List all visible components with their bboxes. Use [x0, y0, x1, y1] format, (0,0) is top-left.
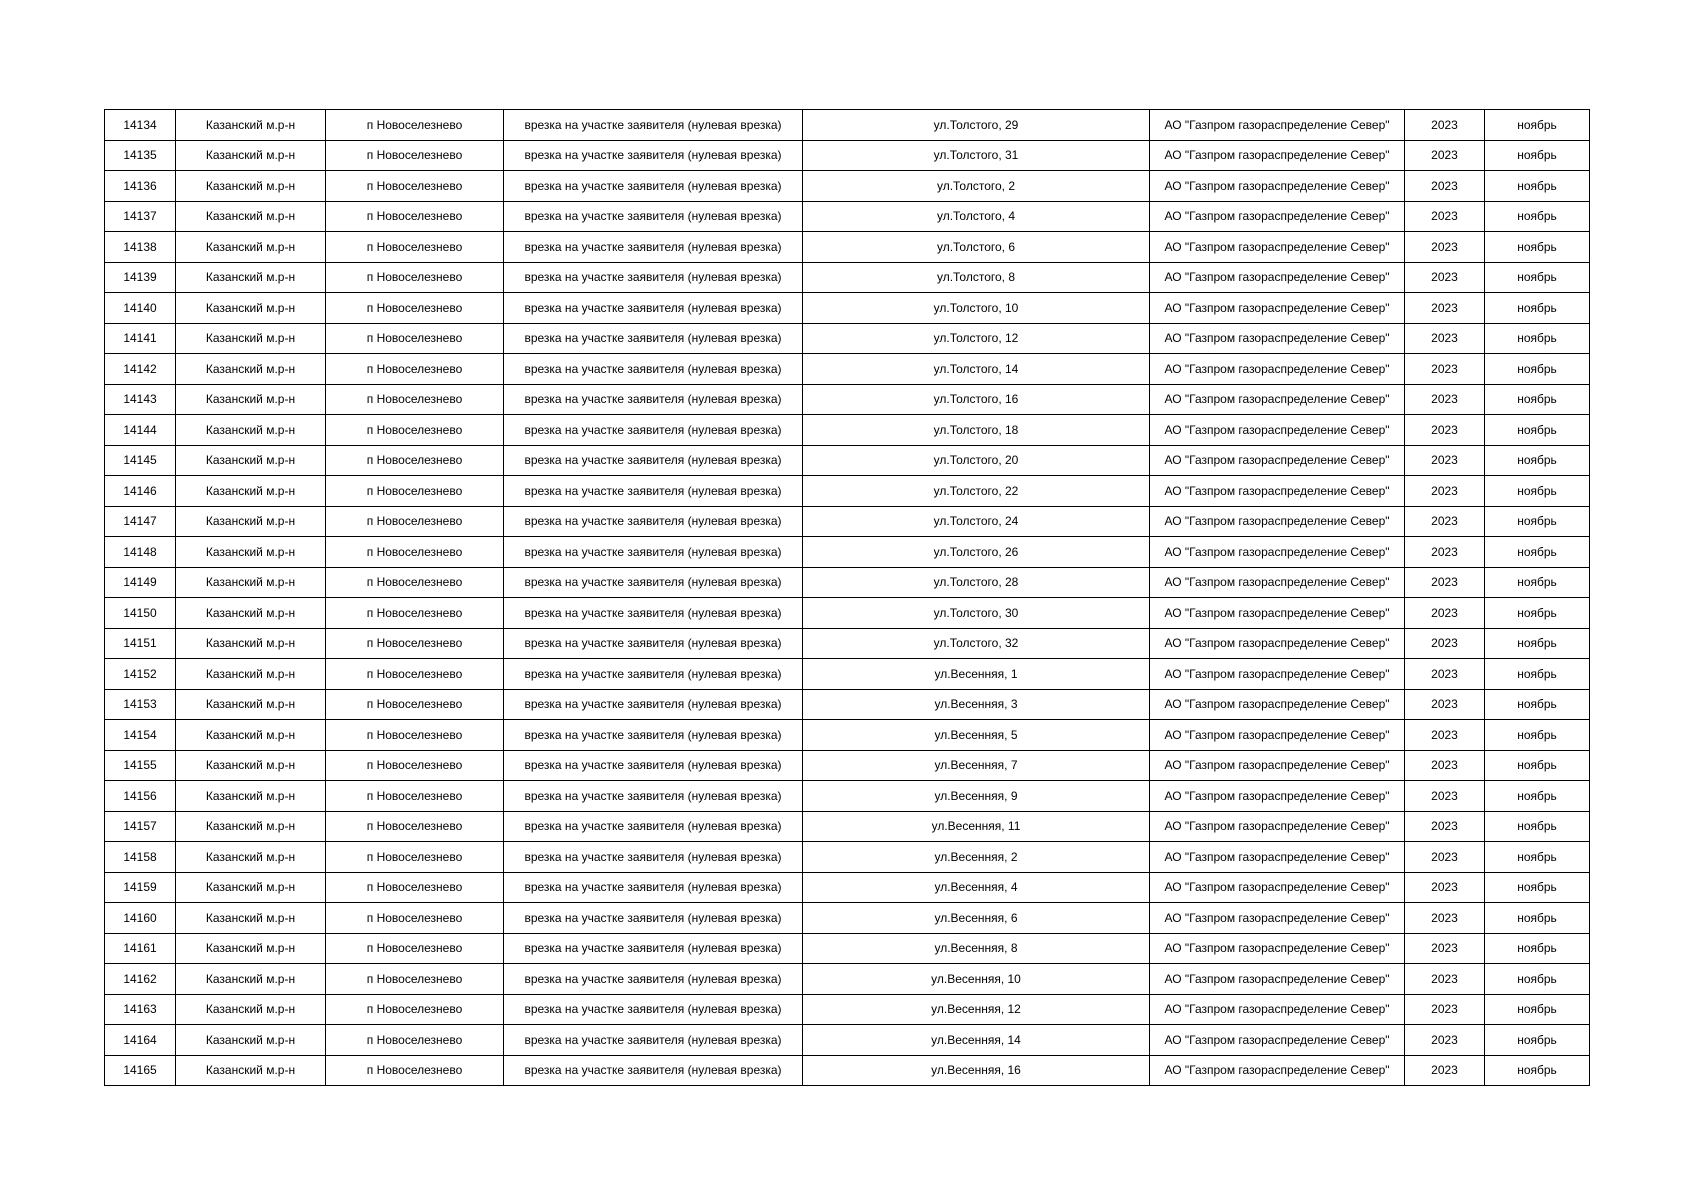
connection-type-cell: врезка на участке заявителя (нулевая врезка): [504, 262, 803, 293]
settlement-cell: п Новоселезнево: [326, 1055, 504, 1086]
year-cell: 2023: [1405, 201, 1485, 232]
row-number-cell: 14161: [105, 933, 176, 964]
organization-cell: АО "Газпром газораспределение Север": [1150, 903, 1405, 934]
address-cell: ул.Весенняя, 7: [803, 750, 1150, 781]
year-cell: 2023: [1405, 903, 1485, 934]
row-number-cell: 14140: [105, 293, 176, 324]
table-row: [105, 628, 1590, 659]
month-cell: ноябрь: [1485, 933, 1590, 964]
month-cell: ноябрь: [1485, 445, 1590, 476]
table-row: [105, 964, 1590, 995]
district-cell: Казанский м.р-н: [176, 781, 326, 812]
table-row: [105, 110, 1590, 141]
month-cell: ноябрь: [1485, 567, 1590, 598]
year-cell: 2023: [1405, 933, 1485, 964]
month-cell: ноябрь: [1485, 415, 1590, 446]
year-cell: 2023: [1405, 628, 1485, 659]
organization-cell: АО "Газпром газораспределение Север": [1150, 781, 1405, 812]
settlement-cell: п Новоселезнево: [326, 720, 504, 751]
table-row: [105, 689, 1590, 720]
month-cell: ноябрь: [1485, 1025, 1590, 1056]
address-cell: ул.Весенняя, 10: [803, 964, 1150, 995]
connection-type-cell: врезка на участке заявителя (нулевая врезка): [504, 781, 803, 812]
row-number-cell: 14151: [105, 628, 176, 659]
row-number-cell: 14137: [105, 201, 176, 232]
district-cell: Казанский м.р-н: [176, 1025, 326, 1056]
table-row: [105, 598, 1590, 629]
district-cell: Казанский м.р-н: [176, 811, 326, 842]
address-cell: ул.Весенняя, 4: [803, 872, 1150, 903]
district-cell: Казанский м.р-н: [176, 750, 326, 781]
settlement-cell: п Новоселезнево: [326, 872, 504, 903]
month-cell: ноябрь: [1485, 201, 1590, 232]
settlement-cell: п Новоселезнево: [326, 781, 504, 812]
month-cell: ноябрь: [1485, 232, 1590, 263]
row-number-cell: 14142: [105, 354, 176, 385]
data-table: [104, 109, 1590, 1086]
settlement-cell: п Новоселезнево: [326, 689, 504, 720]
organization-cell: АО "Газпром газораспределение Север": [1150, 933, 1405, 964]
connection-type-cell: врезка на участке заявителя (нулевая врезка): [504, 933, 803, 964]
month-cell: ноябрь: [1485, 506, 1590, 537]
year-cell: 2023: [1405, 598, 1485, 629]
year-cell: 2023: [1405, 781, 1485, 812]
address-cell: ул.Толстого, 4: [803, 201, 1150, 232]
table-row: [105, 567, 1590, 598]
year-cell: 2023: [1405, 567, 1485, 598]
table-row: [105, 323, 1590, 354]
district-cell: Казанский м.р-н: [176, 476, 326, 507]
year-cell: 2023: [1405, 506, 1485, 537]
connection-type-cell: врезка на участке заявителя (нулевая врезка): [504, 689, 803, 720]
address-cell: ул.Весенняя, 3: [803, 689, 1150, 720]
row-number-cell: 14139: [105, 262, 176, 293]
year-cell: 2023: [1405, 994, 1485, 1025]
address-cell: ул.Толстого, 12: [803, 323, 1150, 354]
organization-cell: АО "Газпром газораспределение Север": [1150, 262, 1405, 293]
row-number-cell: 14144: [105, 415, 176, 446]
row-number-cell: 14159: [105, 872, 176, 903]
year-cell: 2023: [1405, 811, 1485, 842]
address-cell: ул.Весенняя, 5: [803, 720, 1150, 751]
settlement-cell: п Новоселезнево: [326, 232, 504, 263]
month-cell: ноябрь: [1485, 384, 1590, 415]
organization-cell: АО "Газпром газораспределение Север": [1150, 567, 1405, 598]
row-number-cell: 14164: [105, 1025, 176, 1056]
row-number-cell: 14165: [105, 1055, 176, 1086]
month-cell: ноябрь: [1485, 1055, 1590, 1086]
settlement-cell: п Новоселезнево: [326, 933, 504, 964]
organization-cell: АО "Газпром газораспределение Север": [1150, 110, 1405, 141]
table-row: [105, 903, 1590, 934]
district-cell: Казанский м.р-н: [176, 720, 326, 751]
address-cell: ул.Толстого, 22: [803, 476, 1150, 507]
row-number-cell: 14155: [105, 750, 176, 781]
table-row: [105, 445, 1590, 476]
settlement-cell: п Новоселезнево: [326, 598, 504, 629]
address-cell: ул.Весенняя, 16: [803, 1055, 1150, 1086]
year-cell: 2023: [1405, 232, 1485, 263]
address-cell: ул.Толстого, 2: [803, 171, 1150, 202]
organization-cell: АО "Газпром газораспределение Север": [1150, 1055, 1405, 1086]
connection-type-cell: врезка на участке заявителя (нулевая врезка): [504, 354, 803, 385]
year-cell: 2023: [1405, 293, 1485, 324]
settlement-cell: п Новоселезнево: [326, 994, 504, 1025]
month-cell: ноябрь: [1485, 689, 1590, 720]
row-number-cell: 14162: [105, 964, 176, 995]
district-cell: Казанский м.р-н: [176, 689, 326, 720]
address-cell: ул.Толстого, 32: [803, 628, 1150, 659]
district-cell: Казанский м.р-н: [176, 872, 326, 903]
settlement-cell: п Новоселезнево: [326, 506, 504, 537]
year-cell: 2023: [1405, 1025, 1485, 1056]
month-cell: ноябрь: [1485, 903, 1590, 934]
connection-type-cell: врезка на участке заявителя (нулевая врезка): [504, 1055, 803, 1086]
organization-cell: АО "Газпром газораспределение Север": [1150, 1025, 1405, 1056]
row-number-cell: 14152: [105, 659, 176, 690]
address-cell: ул.Весенняя, 12: [803, 994, 1150, 1025]
year-cell: 2023: [1405, 1055, 1485, 1086]
settlement-cell: п Новоселезнево: [326, 659, 504, 690]
year-cell: 2023: [1405, 415, 1485, 446]
year-cell: 2023: [1405, 842, 1485, 873]
address-cell: ул.Толстого, 10: [803, 293, 1150, 324]
connection-type-cell: врезка на участке заявителя (нулевая врезка): [504, 903, 803, 934]
district-cell: Казанский м.р-н: [176, 171, 326, 202]
connection-type-cell: врезка на участке заявителя (нулевая врезка): [504, 598, 803, 629]
district-cell: Казанский м.р-н: [176, 415, 326, 446]
table-body: [105, 110, 1590, 1086]
settlement-cell: п Новоселезнево: [326, 171, 504, 202]
organization-cell: АО "Газпром газораспределение Север": [1150, 323, 1405, 354]
address-cell: ул.Толстого, 29: [803, 110, 1150, 141]
address-cell: ул.Толстого, 18: [803, 415, 1150, 446]
table-row: [105, 201, 1590, 232]
month-cell: ноябрь: [1485, 293, 1590, 324]
settlement-cell: п Новоселезнево: [326, 262, 504, 293]
organization-cell: АО "Газпром газораспределение Север": [1150, 171, 1405, 202]
address-cell: ул.Толстого, 6: [803, 232, 1150, 263]
organization-cell: АО "Газпром газораспределение Север": [1150, 842, 1405, 873]
year-cell: 2023: [1405, 964, 1485, 995]
year-cell: 2023: [1405, 537, 1485, 568]
month-cell: ноябрь: [1485, 964, 1590, 995]
year-cell: 2023: [1405, 659, 1485, 690]
settlement-cell: п Новоселезнево: [326, 567, 504, 598]
row-number-cell: 14157: [105, 811, 176, 842]
address-cell: ул.Толстого, 8: [803, 262, 1150, 293]
connection-type-cell: врезка на участке заявителя (нулевая врезка): [504, 659, 803, 690]
month-cell: ноябрь: [1485, 537, 1590, 568]
table-row: [105, 476, 1590, 507]
district-cell: Казанский м.р-н: [176, 354, 326, 385]
table-row: [105, 994, 1590, 1025]
connection-type-cell: врезка на участке заявителя (нулевая врезка): [504, 720, 803, 751]
organization-cell: АО "Газпром газораспределение Север": [1150, 994, 1405, 1025]
connection-type-cell: врезка на участке заявителя (нулевая врезка): [504, 506, 803, 537]
month-cell: ноябрь: [1485, 628, 1590, 659]
district-cell: Казанский м.р-н: [176, 537, 326, 568]
row-number-cell: 14149: [105, 567, 176, 598]
district-cell: Казанский м.р-н: [176, 110, 326, 141]
district-cell: Казанский м.р-н: [176, 1055, 326, 1086]
month-cell: ноябрь: [1485, 354, 1590, 385]
address-cell: ул.Толстого, 16: [803, 384, 1150, 415]
settlement-cell: п Новоселезнево: [326, 110, 504, 141]
settlement-cell: п Новоселезнево: [326, 842, 504, 873]
organization-cell: АО "Газпром газораспределение Север": [1150, 689, 1405, 720]
row-number-cell: 14145: [105, 445, 176, 476]
year-cell: 2023: [1405, 110, 1485, 141]
district-cell: Казанский м.р-н: [176, 994, 326, 1025]
district-cell: Казанский м.р-н: [176, 201, 326, 232]
table-row: [105, 1055, 1590, 1086]
month-cell: ноябрь: [1485, 262, 1590, 293]
settlement-cell: п Новоселезнево: [326, 201, 504, 232]
row-number-cell: 14134: [105, 110, 176, 141]
organization-cell: АО "Газпром газораспределение Север": [1150, 537, 1405, 568]
year-cell: 2023: [1405, 750, 1485, 781]
row-number-cell: 14150: [105, 598, 176, 629]
month-cell: ноябрь: [1485, 842, 1590, 873]
district-cell: Казанский м.р-н: [176, 842, 326, 873]
organization-cell: АО "Газпром газораспределение Север": [1150, 964, 1405, 995]
connection-type-cell: врезка на участке заявителя (нулевая врезка): [504, 293, 803, 324]
connection-type-cell: врезка на участке заявителя (нулевая врезка): [504, 171, 803, 202]
district-cell: Казанский м.р-н: [176, 506, 326, 537]
settlement-cell: п Новоселезнево: [326, 628, 504, 659]
row-number-cell: 14158: [105, 842, 176, 873]
organization-cell: АО "Газпром газораспределение Север": [1150, 415, 1405, 446]
address-cell: ул.Весенняя, 9: [803, 781, 1150, 812]
district-cell: Казанский м.р-н: [176, 293, 326, 324]
month-cell: ноябрь: [1485, 110, 1590, 141]
table-row: [105, 872, 1590, 903]
settlement-cell: п Новоселезнево: [326, 140, 504, 171]
settlement-cell: п Новоселезнево: [326, 811, 504, 842]
connection-type-cell: врезка на участке заявителя (нулевая врезка): [504, 994, 803, 1025]
table-row: [105, 659, 1590, 690]
table-row: [105, 354, 1590, 385]
month-cell: ноябрь: [1485, 171, 1590, 202]
year-cell: 2023: [1405, 476, 1485, 507]
year-cell: 2023: [1405, 354, 1485, 385]
table-row: [105, 262, 1590, 293]
address-cell: ул.Толстого, 31: [803, 140, 1150, 171]
connection-type-cell: врезка на участке заявителя (нулевая врезка): [504, 476, 803, 507]
district-cell: Казанский м.р-н: [176, 232, 326, 263]
address-cell: ул.Толстого, 30: [803, 598, 1150, 629]
organization-cell: АО "Газпром газораспределение Север": [1150, 476, 1405, 507]
district-cell: Казанский м.р-н: [176, 964, 326, 995]
year-cell: 2023: [1405, 384, 1485, 415]
address-cell: ул.Весенняя, 14: [803, 1025, 1150, 1056]
organization-cell: АО "Газпром газораспределение Север": [1150, 659, 1405, 690]
year-cell: 2023: [1405, 445, 1485, 476]
organization-cell: АО "Газпром газораспределение Север": [1150, 201, 1405, 232]
year-cell: 2023: [1405, 140, 1485, 171]
organization-cell: АО "Газпром газораспределение Север": [1150, 720, 1405, 751]
year-cell: 2023: [1405, 323, 1485, 354]
settlement-cell: п Новоселезнево: [326, 1025, 504, 1056]
year-cell: 2023: [1405, 720, 1485, 751]
year-cell: 2023: [1405, 689, 1485, 720]
month-cell: ноябрь: [1485, 720, 1590, 751]
month-cell: ноябрь: [1485, 872, 1590, 903]
settlement-cell: п Новоселезнево: [326, 323, 504, 354]
connection-type-cell: врезка на участке заявителя (нулевая врезка): [504, 445, 803, 476]
month-cell: ноябрь: [1485, 811, 1590, 842]
table-row: [105, 720, 1590, 751]
address-cell: ул.Весенняя, 11: [803, 811, 1150, 842]
table-row: [105, 506, 1590, 537]
organization-cell: АО "Газпром газораспределение Север": [1150, 384, 1405, 415]
organization-cell: АО "Газпром газораспределение Север": [1150, 506, 1405, 537]
connection-type-cell: врезка на участке заявителя (нулевая врезка): [504, 323, 803, 354]
table-row: [105, 384, 1590, 415]
district-cell: Казанский м.р-н: [176, 567, 326, 598]
address-cell: ул.Толстого, 20: [803, 445, 1150, 476]
connection-type-cell: врезка на участке заявителя (нулевая врезка): [504, 384, 803, 415]
district-cell: Казанский м.р-н: [176, 140, 326, 171]
row-number-cell: 14143: [105, 384, 176, 415]
settlement-cell: п Новоселезнево: [326, 293, 504, 324]
settlement-cell: п Новоселезнево: [326, 354, 504, 385]
table-row: [105, 933, 1590, 964]
month-cell: ноябрь: [1485, 140, 1590, 171]
table-row: [105, 171, 1590, 202]
connection-type-cell: врезка на участке заявителя (нулевая врезка): [504, 811, 803, 842]
connection-type-cell: врезка на участке заявителя (нулевая врезка): [504, 750, 803, 781]
connection-type-cell: врезка на участке заявителя (нулевая врезка): [504, 567, 803, 598]
district-cell: Казанский м.р-н: [176, 445, 326, 476]
row-number-cell: 14147: [105, 506, 176, 537]
organization-cell: АО "Газпром газораспределение Север": [1150, 872, 1405, 903]
month-cell: ноябрь: [1485, 659, 1590, 690]
row-number-cell: 14146: [105, 476, 176, 507]
district-cell: Казанский м.р-н: [176, 628, 326, 659]
row-number-cell: 14141: [105, 323, 176, 354]
row-number-cell: 14160: [105, 903, 176, 934]
address-cell: ул.Толстого, 24: [803, 506, 1150, 537]
organization-cell: АО "Газпром газораспределение Север": [1150, 293, 1405, 324]
address-cell: ул.Весенняя, 1: [803, 659, 1150, 690]
district-cell: Казанский м.р-н: [176, 598, 326, 629]
address-cell: ул.Весенняя, 8: [803, 933, 1150, 964]
address-cell: ул.Толстого, 26: [803, 537, 1150, 568]
month-cell: ноябрь: [1485, 781, 1590, 812]
settlement-cell: п Новоселезнево: [326, 903, 504, 934]
row-number-cell: 14153: [105, 689, 176, 720]
district-cell: Казанский м.р-н: [176, 933, 326, 964]
month-cell: ноябрь: [1485, 994, 1590, 1025]
address-cell: ул.Весенняя, 6: [803, 903, 1150, 934]
table-row: [105, 842, 1590, 873]
row-number-cell: 14163: [105, 994, 176, 1025]
year-cell: 2023: [1405, 262, 1485, 293]
connection-type-cell: врезка на участке заявителя (нулевая врезка): [504, 232, 803, 263]
connection-type-cell: врезка на участке заявителя (нулевая врезка): [504, 537, 803, 568]
table-row: [105, 293, 1590, 324]
month-cell: ноябрь: [1485, 598, 1590, 629]
connection-type-cell: врезка на участке заявителя (нулевая врезка): [504, 1025, 803, 1056]
row-number-cell: 14135: [105, 140, 176, 171]
district-cell: Казанский м.р-н: [176, 384, 326, 415]
organization-cell: АО "Газпром газораспределение Север": [1150, 598, 1405, 629]
row-number-cell: 14156: [105, 781, 176, 812]
district-cell: Казанский м.р-н: [176, 262, 326, 293]
table-row: [105, 750, 1590, 781]
month-cell: ноябрь: [1485, 750, 1590, 781]
year-cell: 2023: [1405, 872, 1485, 903]
month-cell: ноябрь: [1485, 323, 1590, 354]
district-cell: Казанский м.р-н: [176, 903, 326, 934]
settlement-cell: п Новоселезнево: [326, 445, 504, 476]
month-cell: ноябрь: [1485, 476, 1590, 507]
table-row: [105, 140, 1590, 171]
settlement-cell: п Новоселезнево: [326, 964, 504, 995]
table-row: [105, 1025, 1590, 1056]
organization-cell: АО "Газпром газораспределение Север": [1150, 811, 1405, 842]
connection-type-cell: врезка на участке заявителя (нулевая врезка): [504, 201, 803, 232]
row-number-cell: 14154: [105, 720, 176, 751]
connection-type-cell: врезка на участке заявителя (нулевая врезка): [504, 110, 803, 141]
organization-cell: АО "Газпром газораспределение Север": [1150, 140, 1405, 171]
year-cell: 2023: [1405, 171, 1485, 202]
settlement-cell: п Новоселезнево: [326, 750, 504, 781]
organization-cell: АО "Газпром газораспределение Север": [1150, 750, 1405, 781]
table-row: [105, 537, 1590, 568]
organization-cell: АО "Газпром газораспределение Север": [1150, 354, 1405, 385]
row-number-cell: 14136: [105, 171, 176, 202]
connection-type-cell: врезка на участке заявителя (нулевая врезка): [504, 964, 803, 995]
row-number-cell: 14138: [105, 232, 176, 263]
address-cell: ул.Весенняя, 2: [803, 842, 1150, 873]
organization-cell: АО "Газпром газораспределение Север": [1150, 232, 1405, 263]
table-row: [105, 415, 1590, 446]
connection-type-cell: врезка на участке заявителя (нулевая врезка): [504, 140, 803, 171]
address-cell: ул.Толстого, 14: [803, 354, 1150, 385]
settlement-cell: п Новоселезнево: [326, 415, 504, 446]
connection-type-cell: врезка на участке заявителя (нулевая врезка): [504, 872, 803, 903]
table-row: [105, 781, 1590, 812]
connection-type-cell: врезка на участке заявителя (нулевая врезка): [504, 415, 803, 446]
table-row: [105, 232, 1590, 263]
settlement-cell: п Новоселезнево: [326, 384, 504, 415]
row-number-cell: 14148: [105, 537, 176, 568]
organization-cell: АО "Газпром газораспределение Север": [1150, 628, 1405, 659]
connection-type-cell: врезка на участке заявителя (нулевая врезка): [504, 628, 803, 659]
address-cell: ул.Толстого, 28: [803, 567, 1150, 598]
settlement-cell: п Новоселезнево: [326, 476, 504, 507]
organization-cell: АО "Газпром газораспределение Север": [1150, 445, 1405, 476]
settlement-cell: п Новоселезнево: [326, 537, 504, 568]
district-cell: Казанский м.р-н: [176, 659, 326, 690]
table-row: [105, 811, 1590, 842]
connection-type-cell: врезка на участке заявителя (нулевая врезка): [504, 842, 803, 873]
district-cell: Казанский м.р-н: [176, 323, 326, 354]
